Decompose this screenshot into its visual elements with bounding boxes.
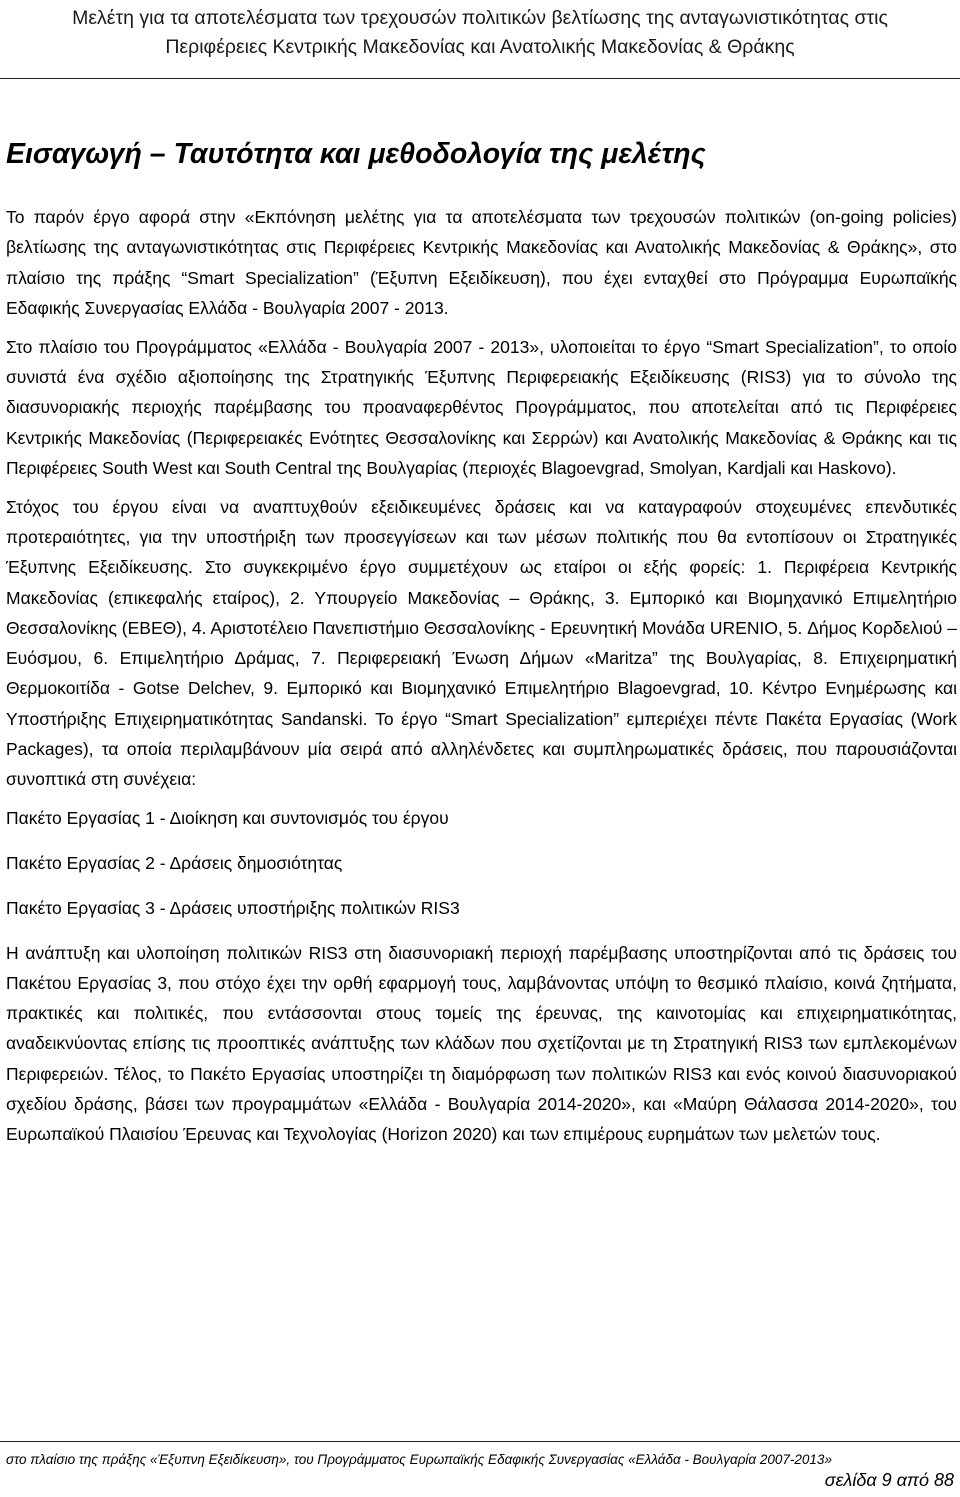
footer-divider (0, 1441, 960, 1442)
work-package-1: Πακέτο Εργασίας 1 - Διοίκηση και συντονισμός του έργου (6, 808, 449, 829)
header-line-2: Περιφέρειες Κεντρικής Μακεδονίας και Ανατολικής Μακεδονίας & Θράκης (165, 36, 795, 58)
paragraph-ris3: Η ανάπτυξη και υλοποίηση πολιτικών RIS3 στη διασυνοριακή περιοχή παρέμβασης υποστηρίζονται από τις δράσεις του Πακέτου Εργασίας 3, που στόχο έχει την ορθή εφαρμογή τους, λαμβάνοντας υπόψη το θεσμικό πλαίσιο, κοινά ζητήματα, πρακτικές και πολιτικές, που εντάσσονται στους τομείς της έρευνας, της καινοτομίας και επιχειρηματικότητας, αναδεικνύοντας επίσης τις προοπτικές ανάπτυξης των κλάδων που σχετίζονται με τη Στρατηγική RIS3 των εμπλεκομένων Περιφερειών. Τέλος, το Πακέτο Εργασίας υποστηρίζει τη διαμόρφωση των πολιτικών RIS3 και ενός κοινού διασυνοριακού σχεδίου δράσης, βάσει των προγραμμάτων «Ελλάδα - Βουλγαρία 2014-2020», και «Μαύρη Θάλασσα 2014-2020», του Ευρωπαϊκού Πλαισίου Έρευνας και Τεχνολογίας (Horizon 2020) και των επιμέρους ευρημάτων των μελετών τους. (6, 942, 957, 1145)
paragraph-objective: Στόχος του έργου είναι να αναπτυχθούν εξειδικευμένες δράσεις και να καταγραφούν στοχευμένες επενδυτικές προτεραιότητες, για την υποστήριξη των προσεγγίσεων και των μέσων πολιτικής που θα εντοπίσουν οι Στρατηγικές Έξυπνης Εξειδίκευσης. Στο συγκεκριμένο έργο συμμετέχουν ως εταίροι οι εξής φορείς: 1. Περιφέρεια Κεντρικής Μακεδονίας (επικεφαλής εταίρος), 2. Υπουργείο Μακεδονίας – Θράκης, 3. Εμπορικό και Βιομηχανικό Επιμελητήριο Θεσσαλονίκης (ΕΒΕΘ), 4. Αριστοτέλειο Πανεπιστήμιο Θεσσαλονίκης - Ερευνητική Μονάδα URENIO, 5. Δήμος Κορδελιού – Ευόσμου, 6. Επιμελητήριο Δράμας, 7. Περιφερειακή Ένωση Δήμων «Maritza” της Βουλγαρίας, 8. Επιχειρηματική Θερμοκοιτίδα - Gotse Delchev, 9. Εμπορικό και Βιομηχανικό Επιμελητήριο Blagoevgrad, 10. Κέντρο Ενημέρωσης και Υποστήριξης Επιχειρηματικότητας Sandanski. Το έργο “Smart Specialization” εμπεριέχει πέντε Πακέτα Εργασίας (Work Packages), τα οποία περιλαμβάνουν μία σειρά από αλληλένδετες και συμπληρωματικές δράσεις, που παρουσιάζονται συνοπτικά στη συνέχεια: (6, 496, 957, 790)
document-body (6, 202, 957, 1158)
paragraph-program: Στο πλαίσιο του Προγράμματος «Ελλάδα - Βουλγαρία 2007 - 2013», υλοποιείται το έργο “Smart Specialization”, το οποίο συνιστά ένα σχέδιο αξιοποίησης της Στρατηγικής Έξυπνης Περιφερειακής Εξειδίκευσης (RIS3) για το σύνολο της διασυνοριακής περιοχής παρέμβασης του προαναφερθέντος Προγράμματος, που αποτελείται από τις Περιφέρειες Κεντρικής Μακεδονίας (Περιφερειακές Ενότητες Θεσσαλονίκης και Σερρών) και Ανατολικής Μακεδονίας & Θράκης και τις Περιφέρειες South West και South Central της Βουλγαρίας (περιοχές Blagoevgrad, Smolyan, Kardjali και Haskovo). (6, 336, 957, 478)
header-divider (0, 78, 960, 79)
page-number: σελίδα 9 από 88 (824, 1470, 954, 1490)
footer-note: στο πλαίσιο της πράξης «Έξυπνη Εξειδίκευση», του Προγράμματος Ευρωπαϊκής Εδαφικής Συνεργασίας «Ελλάδα - Βουλγαρία 2007-2013» (6, 1452, 832, 1467)
paragraph-intro: Το παρόν έργο αφορά στην «Εκπόνηση μελέτης για τα αποτελέσματα των τρεχουσών πολιτικών (on-going policies) βελτίωσης της ανταγωνιστικότητας στις Περιφέρειες Κεντρικής Μακεδονίας και Ανατολικής Μακεδονίας & Θράκης», στο πλαίσιο της πράξης “Smart Specialization” (Έξυπνη Εξειδίκευση), που έχει ενταχθεί στο Πρόγραμμα Ευρωπαϊκής Εδαφικής Συνεργασίας Ελλάδα - Βουλγαρία 2007 - 2013. (6, 207, 957, 318)
running-header (0, 0, 960, 62)
work-package-3: Πακέτο Εργασίας 3 - Δράσεις υποστήριξης πολιτικών RIS3 (6, 897, 460, 918)
header-line-1: Μελέτη για τα αποτελέσματα των τρεχουσών πολιτικών βελτίωσης της ανταγωνιστικότητας στις (72, 7, 888, 29)
section-title: Εισαγωγή – Ταυτότητα και μεθοδολογία της μελέτης (6, 138, 706, 170)
work-package-2: Πακέτο Εργασίας 2 - Δράσεις δημοσιότητας (6, 852, 343, 873)
